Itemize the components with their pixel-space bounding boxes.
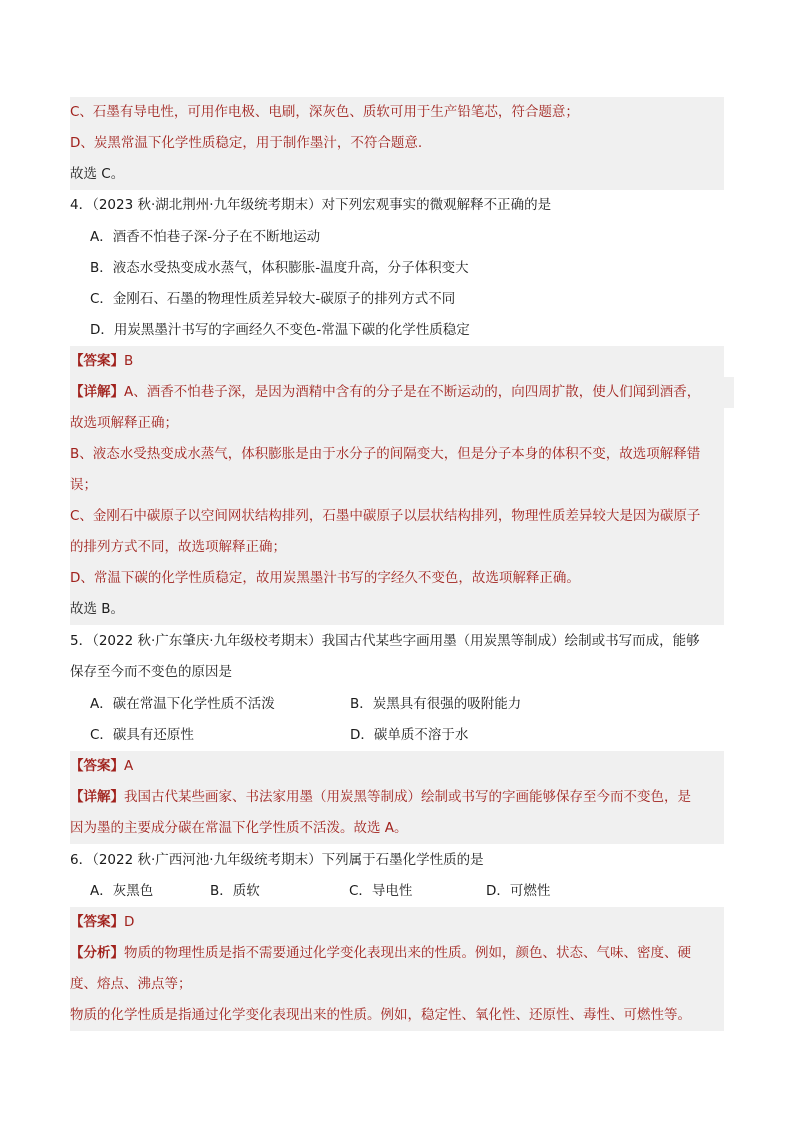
- question-5-detail-line-2: 因为墨的主要成分碳在常温下化学性质不活泼。故选 A。: [70, 813, 724, 844]
- detail-text: A、酒香不怕巷子深，是因为酒精中含有的分子是在不断运动的，向四周扩散，使人们闻到酒香，: [124, 384, 701, 400]
- question-4-answer: [70, 346, 724, 377]
- detail-tag: 【详解】: [70, 789, 124, 805]
- question-5-option-c: C．碳具有还原性: [90, 727, 194, 743]
- question-4-option-b: B．液态水受热变成水蒸气，体积膨胀-温度升高，分子体积变大: [90, 260, 469, 276]
- question-4-detail-line-2: 故选项解释正确；: [70, 408, 724, 439]
- detail-text: 我国古代某些画家、书法家用墨（用炭黑等制成）绘制或书写的字画能够保存至今而不变色，是: [124, 789, 691, 805]
- answer-tag: 【答案】: [70, 353, 124, 369]
- question-4-option-d: D．用炭黑墨汁书写的字画经久不变色-常温下碳的化学性质稳定: [90, 322, 470, 338]
- question-6-answer: [70, 907, 724, 938]
- explanation-line-c: C、石墨有导电性，可用作电极、电刷，深灰色、质软可用于生产铅笔芯，符合题意；: [70, 97, 724, 128]
- question-5-option-b: B．炭黑具有很强的吸附能力: [350, 696, 522, 712]
- question-6-option-c: C．导电性: [349, 883, 413, 899]
- conclusion-line: 故选 C。: [70, 159, 724, 190]
- question-6-stem: 6．（2022 秋·广西河池·九年级统考期末）下列属于石墨化学性质的是: [70, 852, 484, 868]
- question-6-analysis-line-3: 物质的化学性质是指通过化学变化表现出来的性质。例如，稳定性、氧化性、还原性、毒性、可燃性等。: [70, 1000, 724, 1031]
- question-6-option-a: A．灰黑色: [90, 883, 154, 899]
- question-4-detail-line-1: [70, 377, 734, 408]
- question-4-detail-line-6: 的排列方式不同，故选项解释正确；: [70, 532, 724, 563]
- question-4-conclusion: 故选 B。: [70, 594, 724, 625]
- question-6-analysis-line-2: 度、熔点、沸点等；: [70, 969, 724, 1000]
- answer-value: D: [124, 914, 135, 930]
- question-5-detail-line-1: [70, 782, 724, 813]
- answer-value: B: [124, 353, 134, 369]
- analysis-tag: 【分析】: [70, 945, 124, 961]
- question-4-detail-line-3: B、液态水受热变成水蒸气，体积膨胀是由于水分子的间隔变大，但是分子本身的体积不变，故选项解释错: [70, 439, 724, 470]
- question-5-stem-line-2: 保存至今而不变色的原因是: [70, 664, 232, 680]
- question-5-option-a: A．碳在常温下化学性质不活泼: [90, 696, 275, 712]
- explanation-line-d: D、炭黑常温下化学性质稳定，用于制作墨汁，不符合题意.: [70, 128, 724, 159]
- question-4-stem: 4．（2023 秋·湖北荆州·九年级统考期末）对下列宏观事实的微观解释不正确的是: [70, 197, 552, 213]
- answer-value: A: [124, 758, 134, 774]
- question-6-option-d: D．可燃性: [486, 883, 551, 899]
- question-6-option-b: B．质软: [210, 883, 260, 899]
- question-4-detail-line-4: 误；: [70, 470, 724, 501]
- question-5-option-d: D．碳单质不溶于水: [350, 727, 469, 743]
- analysis-text: 物质的物理性质是指不需要通过化学变化表现出来的性质。例如，颜色、状态、气味、密度、硬: [124, 945, 691, 961]
- question-4-option-a: A．酒香不怕巷子深-分子在不断地运动: [90, 229, 321, 245]
- question-5-stem-line-1: 5．（2022 秋·广东肇庆·九年级校考期末）我国古代某些字画用墨（用炭黑等制成）绘制或书写而成，能够: [70, 633, 700, 649]
- answer-tag: 【答案】: [70, 758, 124, 774]
- detail-tag: 【详解】: [70, 384, 124, 400]
- question-5-answer: [70, 751, 724, 782]
- question-4-detail-line-5: C、金刚石中碳原子以空间网状结构排列，石墨中碳原子以层状结构排列，物理性质差异较大是因为碳原子: [70, 501, 724, 532]
- answer-tag: 【答案】: [70, 914, 124, 930]
- question-6-analysis-line-1: [70, 938, 724, 969]
- question-4-option-c: C．金刚石、石墨的物理性质差异较大-碳原子的排列方式不同: [90, 291, 456, 307]
- question-4-detail-line-7: D、常温下碳的化学性质稳定，故用炭黑墨汁书写的字经久不变色，故选项解释正确。: [70, 563, 724, 594]
